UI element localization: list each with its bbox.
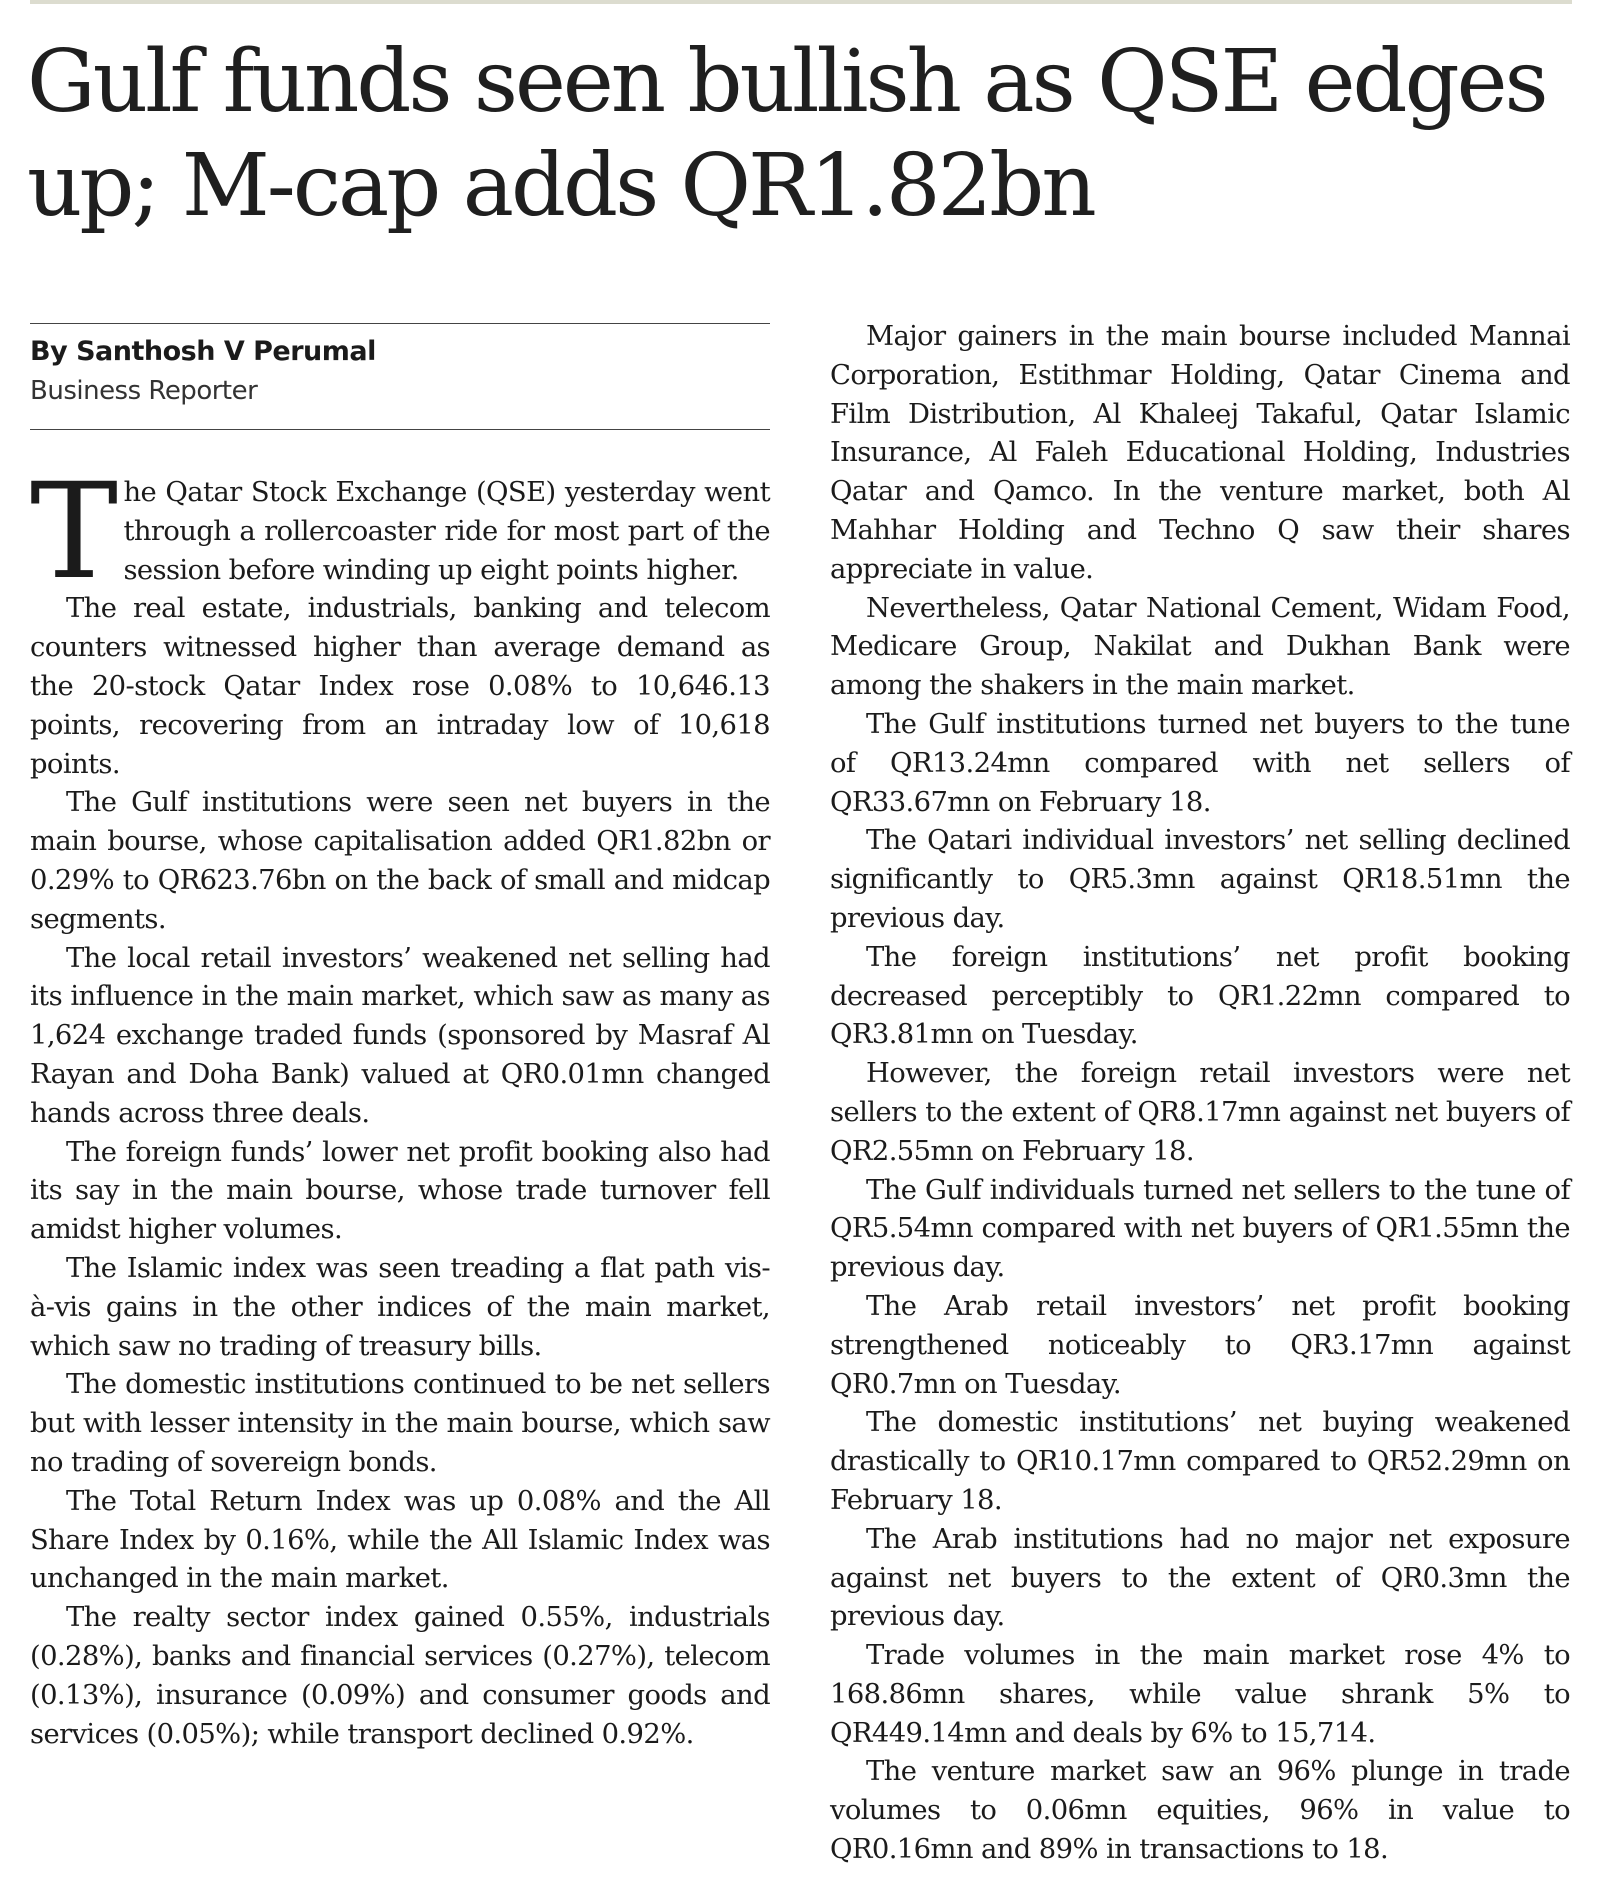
paragraph: Trade volumes in the main market rose 4% to 168.86mn shares, while value shrank 5% to QR449.14mn and deals by 6% to 15,714. [830,1640,1570,1749]
paragraph: The foreign institutions’ net profit booking decreased perceptibly to QR1.22mn compared to QR3.81mn on Tuesday. [830,941,1570,1051]
right-column [830,318,1570,1870]
paragraph: The Islamic index was seen treading a flat path vis-à-vis gains in the other indices of the main market, which saw no trading of treasury bills. [30,1252,770,1362]
paragraph: The realty sector index gained 0.55%, industrials (0.28%), banks and financial services (0.27%), telecom (0.13%), insurance (0.09%) and consumer goods and services (0.05%); while transport declined 0.92%. [30,1602,770,1750]
top-rule [30,0,1572,4]
lead-text: he Qatar Stock Exchange (QSE) yesterday went through a rollercoaster ride for most part of the session before winding up eight points higher. [123,477,770,586]
paragraph: The Arab institutions had no major net exposure against net buyers to the extent of QR0.3mn the previous day. [830,1523,1570,1633]
paragraph: The Gulf institutions were seen net buyers in the main bourse, whose capitalisation added QR1.82bn or 0.29% to QR623.76bn on the back of small and midcap segments. [30,787,770,935]
paragraph: The Gulf individuals turned net sellers to the tune of QR5.54mn compared with net buyers of QR1.55mn the previous day. [830,1174,1570,1284]
paragraph: The Arab retail investors’ net profit booking strengthened noticeably to QR3.17mn against QR0.7mn on Tuesday. [830,1290,1570,1400]
paragraph: The Qatari individual investors’ net selling declined significantly to QR5.3mn against QR18.51mn the previous day. [830,825,1570,934]
byline [30,323,770,430]
paragraph: The domestic institutions continued to be net sellers but with lesser intensity in the main bourse, which saw no trading of sovereign bonds. [30,1369,770,1478]
paragraph: Nevertheless, Qatar National Cement, Widam Food, Medicare Group, Nakilat and Dukhan Bank were among the shakers in the main market. [830,592,1570,702]
paragraph: The real estate, industrials, banking and telecom counters witnessed higher than average demand as the 20-stock Qatar Index rose 0.08% to 10,646.13 points, recovering from an intraday low of 10,618 points. [30,593,770,780]
left-column [30,455,770,1754]
byline-author: By Santhosh V Perumal [30,336,376,367]
paragraph: Major gainers in the main bourse included Mannai Corporation, Estithmar Holding, Qatar Cinema and Film Distribution, Al Khaleej Takaful, Qatar Islamic Insurance, Al Faleh Educational Holding, Industries Qatar and Qamco. In the venture market, both Al Mahhar Holding and Techno Q saw their shares appreciate in value. [830,321,1570,585]
paragraph: The local retail investors’ weakened net selling had its influence in the main market, which saw as many as 1,624 exchange traded funds (sponsored by Masraf Al Rayan and Doha Bank) valued at QR0.01mn changed hands across three deals. [30,942,770,1129]
paragraph: The foreign funds’ lower net profit booking also had its say in the main bourse, whose trade turnover fell amidst higher volumes. [30,1136,770,1246]
paragraph: The Gulf institutions turned net buyers to the tune of QR13.24mn compared with net sellers of QR33.67mn on February 18. [830,708,1570,818]
headline: Gulf funds seen bullish as QSE edges up; M-cap adds QR1.82bn [27,32,1546,236]
paragraph: The Total Return Index was up 0.08% and the All Share Index by 0.16%, while the All Islamic Index was unchanged in the main market. [30,1485,770,1595]
dropcap: T [30,455,118,609]
paragraph: However, the foreign retail investors were net sellers to the extent of QR8.17mn against net buyers of QR2.55mn on February 18. [830,1058,1570,1167]
paragraph: The venture market saw an 96% plunge in trade volumes to 0.06mn equities, 96% in value to QR0.16mn and 89% in transactions to 18. [830,1756,1570,1866]
lead-paragraph [30,455,770,609]
paragraph: The domestic institutions’ net buying weakened drastically to QR10.17mn compared to QR52.29mn on February 18. [830,1407,1570,1516]
byline-role: Business Reporter [30,376,258,406]
